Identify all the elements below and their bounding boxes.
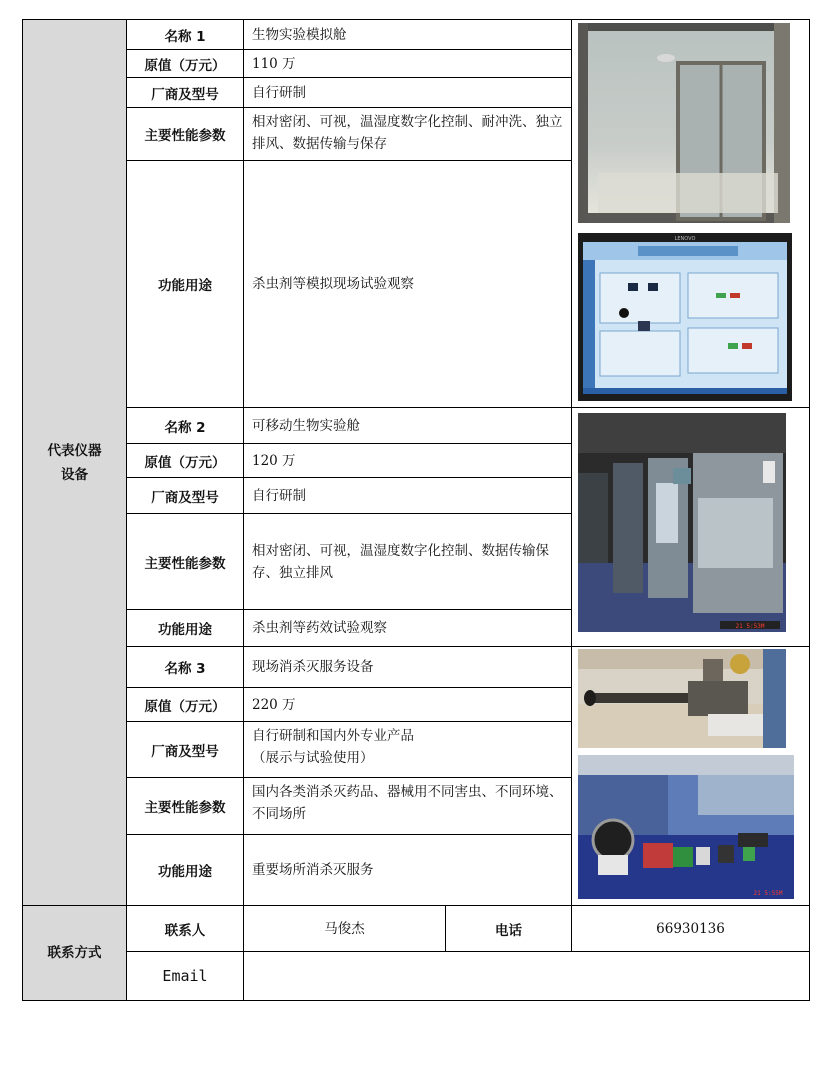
device2-params: 相对密闭、可视，温湿度数字化控制、数据传输保存、独立排风 [244,514,572,610]
device2-usage-label: 功能用途 [127,610,244,647]
device3-value: 220 万 [244,688,572,722]
device1-usage-label: 功能用途 [127,161,244,408]
contact-person-label: 联系人 [127,906,244,952]
device2-manufacturer: 自行研制 [244,478,572,514]
device2-manufacturer-label: 厂商及型号 [127,478,244,514]
device2-value-label: 原值（万元） [127,444,244,478]
device2-name-label: 名称 2 [127,408,244,444]
contact-person: 马俊杰 [244,906,446,952]
photo-bio-simulation-chamber [578,23,790,223]
device3-name-label: 名称 3 [127,647,244,688]
contact-phone: 66930136 [572,906,810,952]
photo-mobile-bio-chamber [578,413,786,632]
device1-usage: 杀虫剂等模拟现场试验观察 [244,161,572,408]
device2-params-label: 主要性能参数 [127,514,244,610]
section-contact-label: 联系方式 [23,906,127,1001]
device3-manufacturer-label: 厂商及型号 [127,722,244,778]
device2-value: 120 万 [244,444,572,478]
contact-phone-label: 电话 [446,906,572,952]
device1-name: 生物实验模拟舱 [244,20,572,50]
device3-params: 国内各类消杀灭药品、器械用不同害虫、不同环境、不同场所 [244,778,572,835]
device1-value: 110 万 [244,50,572,78]
svg-text:21 5:53M: 21 5:53M [735,623,765,630]
svg-text:21 5:55M: 21 5:55M [753,890,783,897]
contact-email [244,952,810,1001]
device2-name: 可移动生物实验舱 [244,408,572,444]
device2-usage: 杀虫剂等药效试验观察 [244,610,572,647]
device1-manufacturer-label: 厂商及型号 [127,78,244,108]
svg-text:LENOVO: LENOVO [674,236,696,242]
photo-equipment-display [578,755,794,899]
device3-usage: 重要场所消杀灭服务 [244,835,572,906]
device3-value-label: 原值（万元） [127,688,244,722]
device3-usage-label: 功能用途 [127,835,244,906]
device1-value-label: 原值（万元） [127,50,244,78]
device1-manufacturer: 自行研制 [244,78,572,108]
device3-manufacturer: 自行研制和国内外专业产品 （展示与试验使用） [244,722,572,778]
contact-email-label: Email [127,952,244,1001]
photo-control-screen [578,233,792,401]
section-instruments-label: 代表仪器 设备 [23,20,127,906]
device1-params: 相对密闭、可视，温湿度数字化控制、耐冲洗、独立排风、数据传输与保存 [244,108,572,161]
device1-name-label: 名称 1 [127,20,244,50]
device3-name: 现场消杀灭服务设备 [244,647,572,688]
device3-params-label: 主要性能参数 [127,778,244,835]
device1-params-label: 主要性能参数 [127,108,244,161]
photo-fogger-equipment [578,649,786,748]
